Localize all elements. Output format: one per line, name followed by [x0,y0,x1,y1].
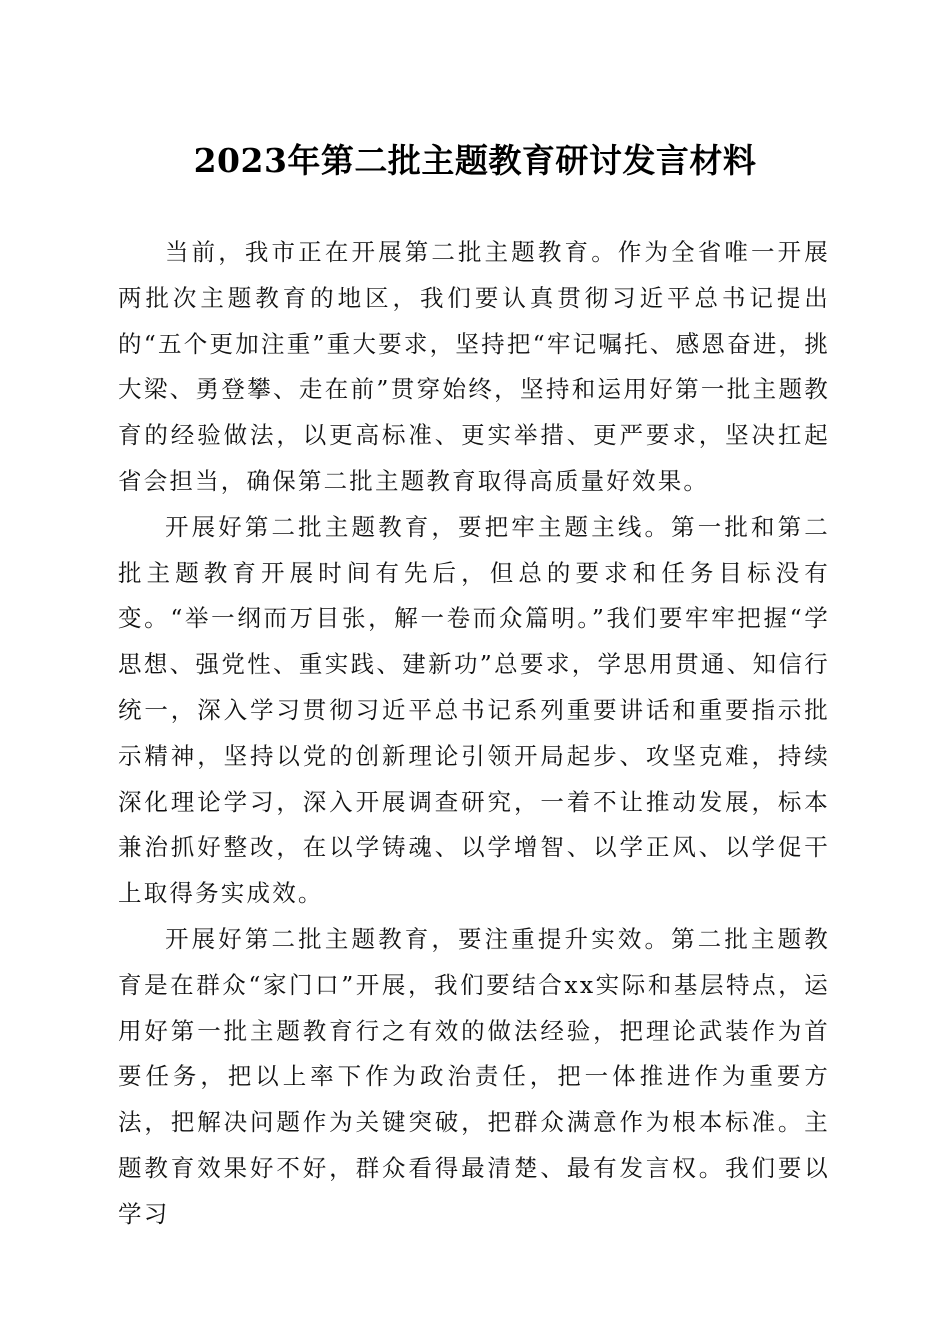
paragraph-1: 当前，我市正在开展第二批主题教育。作为全省唯一开展两批次主题教育的地区，我们要认真贯彻习近平总书记提出的“五个更加注重”重大要求，坚持把“牢记嘱托、感恩奋进，挑大梁、勇登攀、走在前”贯穿始终，坚持和运用好第一批主题教育的经验做法，以更高标准、更实举措、更严要求，坚决扛起省会担当，确保第二批主题教育取得高质量好效果。 [118,238,830,495]
document-body [118,230,830,1238]
paragraph-2: 开展好第二批主题教育，要把牢主题主线。第一批和第二批主题教育开展时间有先后，但总的要求和任务目标没有变。“举一纲而万目张，解一卷而众篇明。”我们要牢牢把握“学思想、强党性、重实践、建新功”总要求，学思用贯通、知信行统一，深入学习贯彻习近平总书记系列重要讲话和重要指示批示精神，坚持以党的创新理论引领开局起步、攻坚克难，持续深化理论学习，深入开展调查研究，一着不让推动发展，标本兼治抓好整改，在以学铸魂、以学增智、以学正风、以学促干上取得务实成效。 [118,512,830,908]
paragraph-3: 开展好第二批主题教育，要注重提升实效。第二批主题教育是在群众“家门口”开展，我们要结合xx实际和基层特点，运用好第一批主题教育行之有效的做法经验，把理论武装作为首要任务，把以上率下作为政治责任，把一体推进作为重要方法，把解决问题作为关键突破，把群众满意作为根本标准。主题教育效果好不好，群众看得最清楚、最有发言权。我们要以学习 [118,924,830,1228]
document-title: 2023年第二批主题教育研讨发言材料 [193,141,757,180]
